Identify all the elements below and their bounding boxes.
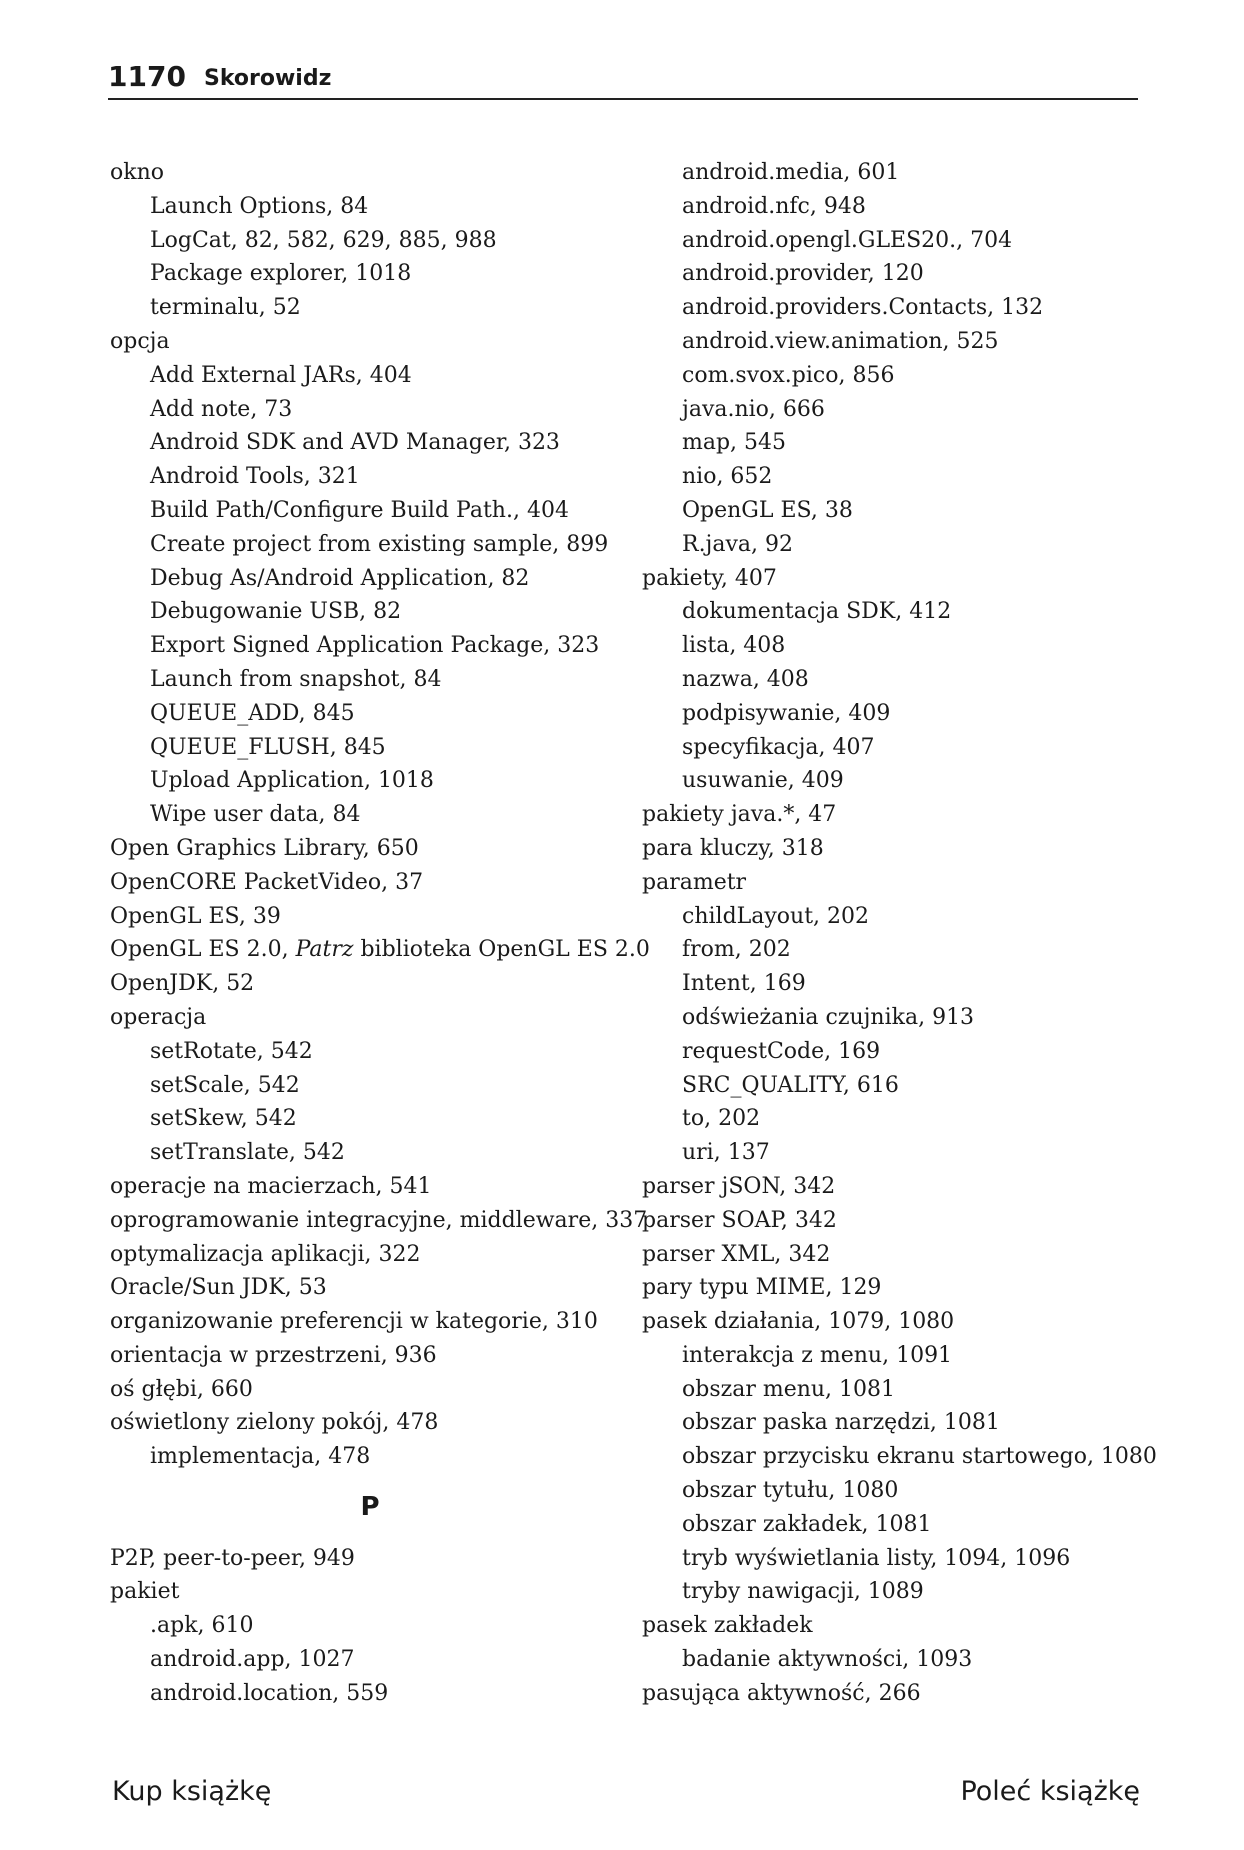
index-subentry: android.app, 1027 (150, 1647, 355, 1673)
index-subentry: requestCode, 169 (682, 1038, 881, 1064)
index-column-right (642, 156, 1182, 1711)
index-entry: pakiet (110, 1579, 180, 1605)
index-entry: operacje na macierzach, 541 (110, 1173, 432, 1199)
index-entry: operacja (110, 1004, 207, 1030)
index-entry: pasująca aktywność, 266 (642, 1680, 921, 1706)
index-entry (110, 933, 650, 967)
index-entry: parser jSON, 342 (642, 1173, 836, 1199)
page-number: 1170 (108, 60, 186, 93)
index-subentry: implementacja, 478 (150, 1444, 371, 1470)
index-subentry: Create project from existing sample, 899 (150, 531, 609, 557)
index-subentry: nazwa, 408 (682, 666, 809, 692)
entry-text: OpenGL ES 2.0, (110, 937, 296, 963)
index-subentry: Android SDK and AVD Manager, 323 (150, 430, 560, 456)
index-subentry: setSkew, 542 (150, 1106, 297, 1132)
index-entry: oś głębi, 660 (110, 1376, 253, 1402)
index-entry: oświetlony zielony pokój, 478 (110, 1410, 439, 1436)
index-column-left (110, 156, 650, 1711)
index-subentry: uri, 137 (682, 1140, 770, 1166)
index-subentry: Debugowanie USB, 82 (150, 599, 402, 625)
index-subentry: android.nfc, 948 (682, 193, 866, 219)
index-subentry: setScale, 542 (150, 1072, 300, 1098)
index-subentry: Build Path/Configure Build Path., 404 (150, 497, 569, 523)
index-subentry: java.nio, 666 (682, 396, 825, 422)
section-letter: P (360, 1492, 380, 1523)
index-subentry: tryb wyświetlania listy, 1094, 1096 (682, 1545, 1071, 1571)
index-subentry: from, 202 (682, 937, 791, 963)
index-subentry: LogCat, 82, 582, 629, 885, 988 (150, 227, 497, 253)
index-subentry: obszar tytułu, 1080 (682, 1478, 899, 1504)
index-subentry: Upload Application, 1018 (150, 768, 434, 794)
index-entry: orientacja w przestrzeni, 936 (110, 1342, 437, 1368)
index-subentry: childLayout, 202 (682, 903, 870, 929)
index-subentry: interakcja z menu, 1091 (682, 1342, 953, 1368)
index-entry: OpenJDK, 52 (110, 971, 255, 997)
index-subentry: obszar menu, 1081 (682, 1376, 896, 1402)
index-subentry: .apk, 610 (150, 1613, 254, 1639)
index-subentry: android.provider, 120 (682, 261, 924, 287)
index-subentry: obszar przycisku ekranu startowego, 1080 (682, 1444, 1157, 1470)
recommend-book-link[interactable]: Poleć książkę (960, 1776, 1140, 1807)
index-subentry: Wipe user data, 84 (150, 802, 361, 828)
index-entry: opcja (110, 328, 170, 354)
cross-reference: Patrz (295, 937, 354, 963)
index-subentry: to, 202 (682, 1106, 761, 1132)
index-subentry: obszar zakładek, 1081 (682, 1511, 932, 1537)
index-subentry: com.svox.pico, 856 (682, 362, 895, 388)
index-subentry: Intent, 169 (682, 971, 806, 997)
index-subentry: badanie aktywności, 1093 (682, 1647, 973, 1673)
index-subentry: odświeżania czujnika, 913 (682, 1004, 975, 1030)
index-entry: oprogramowanie integracyjne, middleware, 337 (110, 1207, 648, 1233)
index-subentry: Package explorer, 1018 (150, 261, 412, 287)
index-entry: pary typu MIME, 129 (642, 1275, 882, 1301)
index-subentry: Android Tools, 321 (150, 464, 360, 490)
index-subentry: nio, 652 (682, 464, 773, 490)
index-entry: pasek zakładek (642, 1613, 813, 1639)
index-entry: para kluczy, 318 (642, 835, 824, 861)
index-entry: organizowanie preferencji w kategorie, 310 (110, 1309, 598, 1335)
index-subentry: Add External JARs, 404 (150, 362, 412, 388)
index-subentry: dokumentacja SDK, 412 (682, 599, 952, 625)
index-entry: OpenCORE PacketVideo, 37 (110, 869, 424, 895)
index-entry: Oracle/Sun JDK, 53 (110, 1275, 327, 1301)
index-subentry: setRotate, 542 (150, 1038, 313, 1064)
index-subentry: OpenGL ES, 38 (682, 497, 853, 523)
index-subentry: map, 545 (682, 430, 787, 456)
index-entry: okno (110, 160, 164, 185)
index-entry: parametr (642, 869, 747, 895)
index-subentry: terminalu, 52 (150, 295, 301, 321)
index-subentry: android.location, 559 (150, 1680, 389, 1706)
index-subentry: android.providers.Contacts, 132 (682, 295, 1044, 321)
index-subentry: obszar paska narzędzi, 1081 (682, 1410, 1000, 1436)
index-subentry: Export Signed Application Package, 323 (150, 633, 600, 659)
buy-book-link[interactable]: Kup książkę (112, 1776, 272, 1807)
index-entry: pakiety, 407 (642, 565, 777, 591)
cross-reference-target: biblioteka OpenGL ES 2.0 (353, 937, 650, 963)
index-entry: pakiety java.*, 47 (642, 802, 837, 828)
index-subentry: lista, 408 (682, 633, 786, 659)
index-subentry: android.media, 601 (682, 160, 900, 185)
index-entry: pasek działania, 1079, 1080 (642, 1309, 955, 1335)
index-subentry: setTranslate, 542 (150, 1140, 345, 1166)
index-subentry: tryby nawigacji, 1089 (682, 1579, 924, 1605)
index-entry: Open Graphics Library, 650 (110, 835, 419, 861)
index-subentry: android.view.animation, 525 (682, 328, 999, 354)
index-subentry: podpisywanie, 409 (682, 700, 891, 726)
index-subentry: usuwanie, 409 (682, 768, 844, 794)
index-subentry: specyfikacja, 407 (682, 734, 875, 760)
index-entry: parser XML, 342 (642, 1241, 831, 1267)
running-title: Skorowidz (204, 66, 332, 91)
index-subentry: android.opengl.GLES20., 704 (682, 227, 1013, 253)
page-header (108, 58, 1138, 100)
index-entry: parser SOAP, 342 (642, 1207, 837, 1233)
index-subentry: SRC_QUALITY, 616 (682, 1072, 899, 1098)
index-subentry: Add note, 73 (150, 396, 293, 422)
index-subentry: R.java, 92 (682, 531, 794, 557)
index-subentry: Debug As/Android Application, 82 (150, 565, 530, 591)
index-entry: optymalizacja aplikacji, 322 (110, 1241, 421, 1267)
index-subentry: Launch Options, 84 (150, 193, 369, 219)
index-subentry: QUEUE_FLUSH, 845 (150, 734, 386, 760)
index-entry: P2P, peer-to-peer, 949 (110, 1545, 355, 1571)
index-subentry: QUEUE_ADD, 845 (150, 700, 355, 726)
index-entry: OpenGL ES, 39 (110, 903, 281, 929)
index-subentry: Launch from snapshot, 84 (150, 666, 442, 692)
